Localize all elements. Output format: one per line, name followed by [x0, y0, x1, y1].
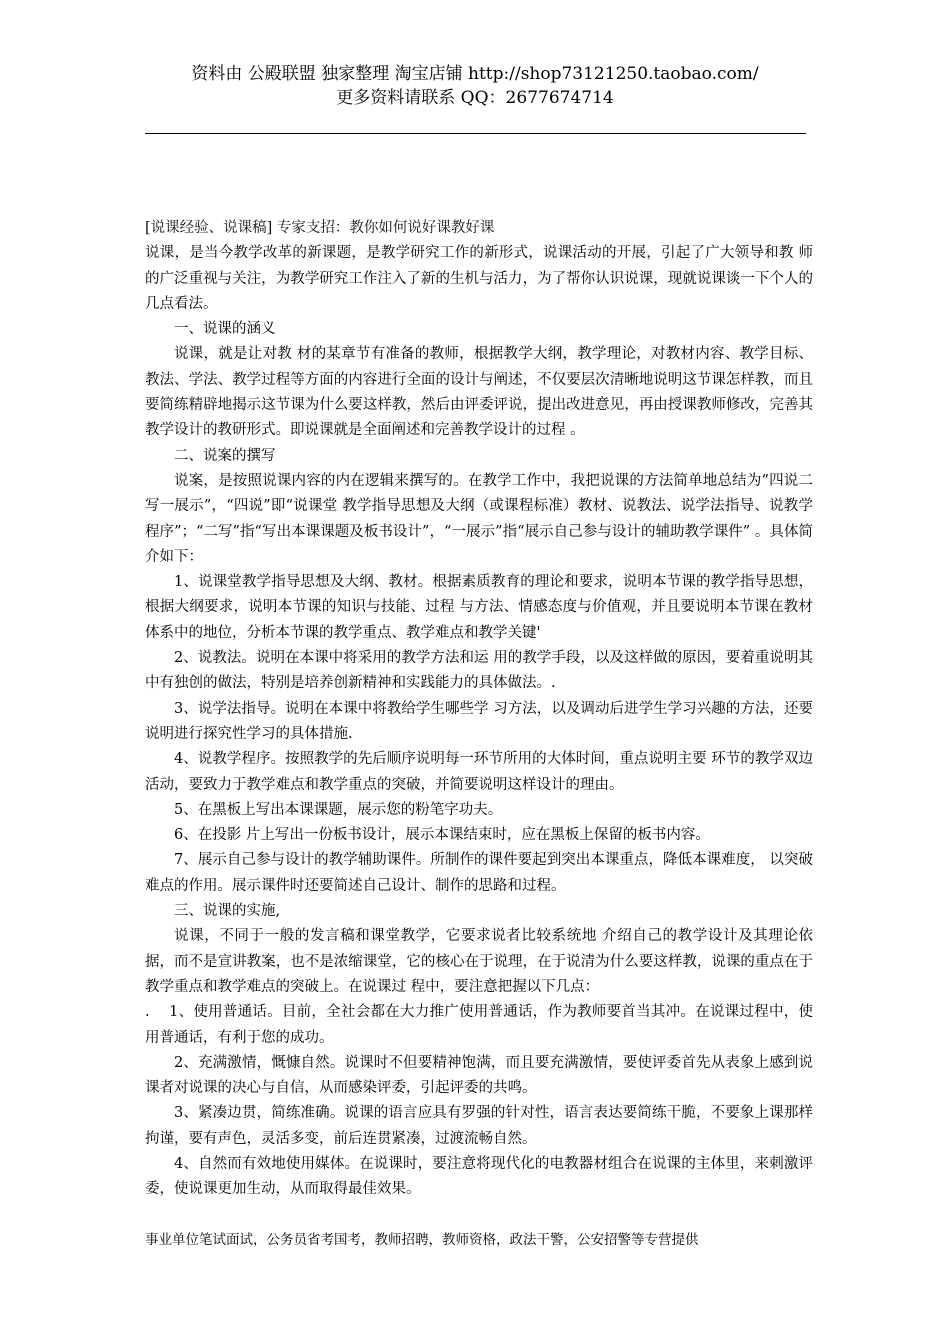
list-item: 4、自然而有效地使用媒体。在说课时，要注意将现代化的电教器材组合在说课的主体里，来刺激评委，使说课更加生动，从而取得最佳效果。 [145, 1155, 813, 1198]
header-divider [145, 133, 806, 134]
section-heading-1: 一、说课的涵义 [174, 321, 276, 338]
header-contact-line: 更多资料请联系 QQ：2677674714 [336, 88, 614, 108]
paragraph: 说课，不同于一般的发言稿和课堂教学，它要求说者比较系统地 介绍自己的教学设计及其理论依据，而不是宣讲教案，也不是浓缩课堂，它的核心在于说理，在于说清为什么要这样教，说课的重点在于教学重点和教学难点的突破上。在说课过 程中，要注意把握以下几点： [145, 928, 813, 995]
list-item: 4、说教学程序。按照教学的先后顺序说明每一环节所用的大体时间，重点说明主要 环节的教学双边活动，要致力于教学难点和教学重点的突破，并简要说明这样设计的理由。 [145, 751, 813, 793]
list-item: 7、展示自己参与设计的教学辅助课件。所制作的课件要起到突出本课重点，降低本课难度， 以突破难点的作用。展示课件时还要简述自己设计、制作的思路和过程。 [145, 852, 813, 894]
list-item: 3、紧凑边贯，简练准确。说课的语言应具有罗强的针对性，语言表达要简练干脆，不要象上课那样拘谨，要有声色，灵活多变，前后连贯紧凑，过渡流畅自然。 [145, 1105, 813, 1147]
paragraph-intro: 说课，是当今教学改革的新课题，是教学研究工作的新形式，说课活动的开展，引起了广大领导和教 师的广泛重视与关注，为教学研究工作注入了新的生机与活力，为了帮你认识说课，现就说课谈一下个人的几点看法。 [145, 245, 813, 312]
list-item: . 1、使用普通话。目前，全社会都在大力推广使用普通话，作为教师要首当其冲。在说课过程中，使用普通话，有利于您的成功。 [145, 1004, 813, 1046]
list-item: 2、说教法。说明在本课中将采用的教学方法和运 用的教学手段，以及这样做的原因，要着重说明其中有独创的做法，特别是培养创新精神和实践能力的具体做法。. [145, 650, 813, 692]
article-body [145, 216, 813, 1203]
paragraph: 说课，就是让对教 材的某章节有准备的教师，根据教学大纲，教学理论，对教材内容、教学目标、教法、学法、教学过程等方面的内容进行全面的设计与阐述，不仅要层次清晰地说明这节课怎样教，而且要简练精辟地揭示这节课为什么要这样教，然后由评委评说，提出改进意见，再由授课教师修改，完善其教学设计的教研形式。即说课就是全面阐述和完善教学设计的过程 。 [145, 346, 813, 439]
section-heading-2: 二、说案的撰写 [174, 447, 276, 464]
list-item: 5、在黑板上写出本课课题，展示您的粉笔字功夫。 [174, 801, 503, 818]
list-item: 3、说学法指导。说明在本课中将教给学生哪些学 习方法，以及调动后进学生学习兴趣的方法，还要说明进行探究性学习的具体措施. [145, 700, 813, 742]
section-heading-3: 三、说课的实施, [174, 903, 281, 920]
page-header [0, 62, 950, 110]
header-source-line: 资料由 公殿联盟 独家整理 淘宝店铺 http://shop73121250.taobao.com/ [191, 64, 759, 84]
list-item: 6、在投影 片上写出一份板书设计，展示本课结束时，应在黑板上保留的板书内容。 [174, 827, 710, 844]
list-item: 1、说课堂教学指导思想及大纲、教材。根据素质教育的理论和要求，说明本节课的教学指导思想，根据大纲要求，说明本节课的知识与技能、过程 与方法、情感态度与价值观，并且要说明本节课在教材体系中的地位，分析本节课的教学重点、教学难点和教学关键' [145, 574, 813, 641]
page-footer: 事业单位笔试面试，公务员省考国考，教师招聘，教师资格，政法干警，公安招警等专营提供 [145, 1232, 699, 1248]
list-item: 2、充满激情，慨慷自然。说课时不但要精神饱满，而且要充满激情，要使评委首先从表象上感到说课者对说课的决心与自信，从而感染评委，引起评委的共鸣。 [145, 1054, 813, 1097]
article-title: [说课经验、说课稿] 专家支招：教你如何说好课教好课 [145, 220, 495, 236]
paragraph: 说案，是按照说课内容的内在逻辑来撰写的。在教学工作中，我把说课的方法简单地总结为“四说二写一展示”，“四说”即“说课堂 教学指导思想及大纲（或课程标准）教材、说教法、说学法指导、说教学程序”；“二写”指“写出本课课题及板书设计”，“一展示”指“展示自己参与设计的辅助教学课件” 。具体简介如下： [145, 472, 813, 565]
